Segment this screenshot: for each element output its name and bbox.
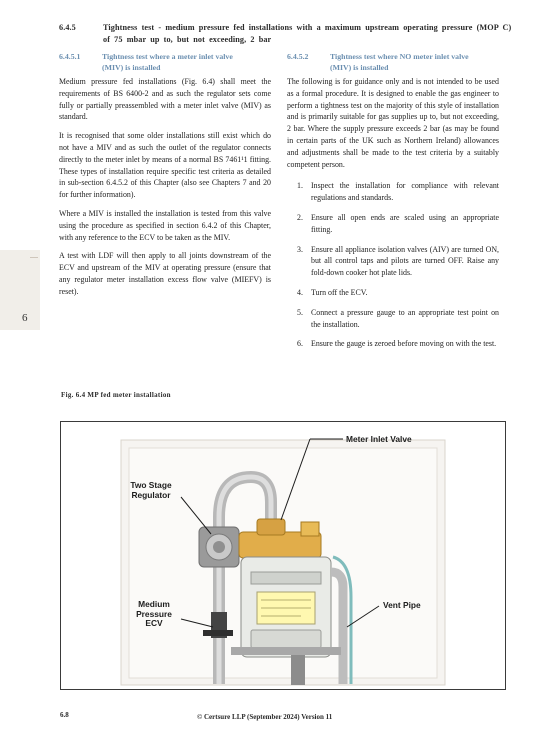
meter-inlet-valve-label: Meter Inlet Valve (346, 434, 412, 444)
section-title: Tightness test - medium pressure fed installations with a maximum upstream operating pressure (MOP C) of 75 mbar up to, but not exceeding, 2 bar (103, 23, 512, 44)
right-subheading-title: Tightness test where NO meter inlet valve (MIV) is installed (330, 52, 469, 72)
chapter-tab (0, 250, 40, 330)
list-item: 1. Inspect the installation for compliance with relevant regulations and standards. (297, 181, 499, 203)
figure-caption: Fig. 6.4 MP fed meter installation (61, 391, 171, 399)
intro-paragraph: The following is for guidance only and is not intended to be used as a formal procedure. It is designed to enable the gas engineer to perform a tightness test on the majority of this style of installation and is primarily suitable for gas supplies up to, but not exceeding, 2 bar. Where the supply pressure exceeds 2 bar (as may be found in certain parts of the UK such as Northern Ireland) allowances and adjustments shall be made to the test criteria by a suitably competent person. (287, 77, 499, 169)
copyright-notice: © Certsure LLP (September 2024) Version 11 (197, 713, 333, 721)
right-column-text (287, 76, 499, 358)
right-subheading (287, 51, 497, 75)
list-item: 6. Ensure the gauge is zeroed before moving on with the test. (297, 339, 497, 349)
paragraph: It is recognised that some older installations still exist which do not have a MIV and as such the outlet of the regulator connects directly to the meter inlet by means of a normal BS 7461¹1 fitting. These types of installation require specific test criteria as detailed in sub-section 6.4.5.2 of this Chapter (also see Chapters 7 and 20 for further information). (59, 131, 271, 200)
paragraph: A test with LDF will then apply to all joints downstream of the ECV and upstream of the MIV at operating pressure (ensure that any regulator meter installation excess flow valve (MIEFV) is reset). (59, 251, 271, 296)
section-number: 6.4.5 (59, 23, 76, 32)
figure-frame (60, 421, 506, 690)
paragraph: Where a MIV is installed the installation is tested from this valve using the procedure as specified in section 6.4.2 of this Chapter, with any reference to the ECV to be taken as the MIV. (59, 208, 271, 242)
section-heading (59, 22, 519, 46)
left-subheading-number: 6.4.5.1 (59, 52, 81, 61)
meter-installation-illustration (61, 422, 505, 689)
list-item: 5. Connect a pressure gauge to an appropriate test point on the installation. (297, 307, 499, 329)
two-stage-regulator-label: Two Stage Regulator (130, 480, 172, 500)
chapter-tab-mark (30, 257, 38, 258)
right-subheading-number: 6.4.5.2 (287, 52, 309, 61)
list-item: 4. Turn off the ECV. (297, 287, 368, 297)
test-steps-list (287, 180, 499, 350)
left-subheading (59, 51, 269, 75)
paragraph: Medium pressure fed installations (Fig. 6.4) shall meet the requirements of BS 6400-2 and as such the regulator sets come fully or partially preassembled with a meter inlet valve (MIV) as standard. (59, 77, 271, 122)
left-subheading-title: Tightness test where a meter inlet valve (MIV) is installed (102, 52, 233, 72)
chapter-number: 6 (22, 312, 28, 324)
left-column-text (59, 76, 271, 305)
page-number: 6.8 (60, 711, 69, 719)
vent-pipe-label: Vent Pipe (383, 600, 421, 610)
list-item: 2. Ensure all open ends are scaled using an appropriate fitting. (297, 212, 499, 234)
medium-pressure-ecv-label: Medium Pressure ECV (136, 599, 172, 628)
list-item: 3. Ensure all appliance isolation valves (AIV) are turned ON, but all control taps and pilots are turned OFF. Raise any fold-down cooker hot plate lids. (297, 244, 499, 278)
